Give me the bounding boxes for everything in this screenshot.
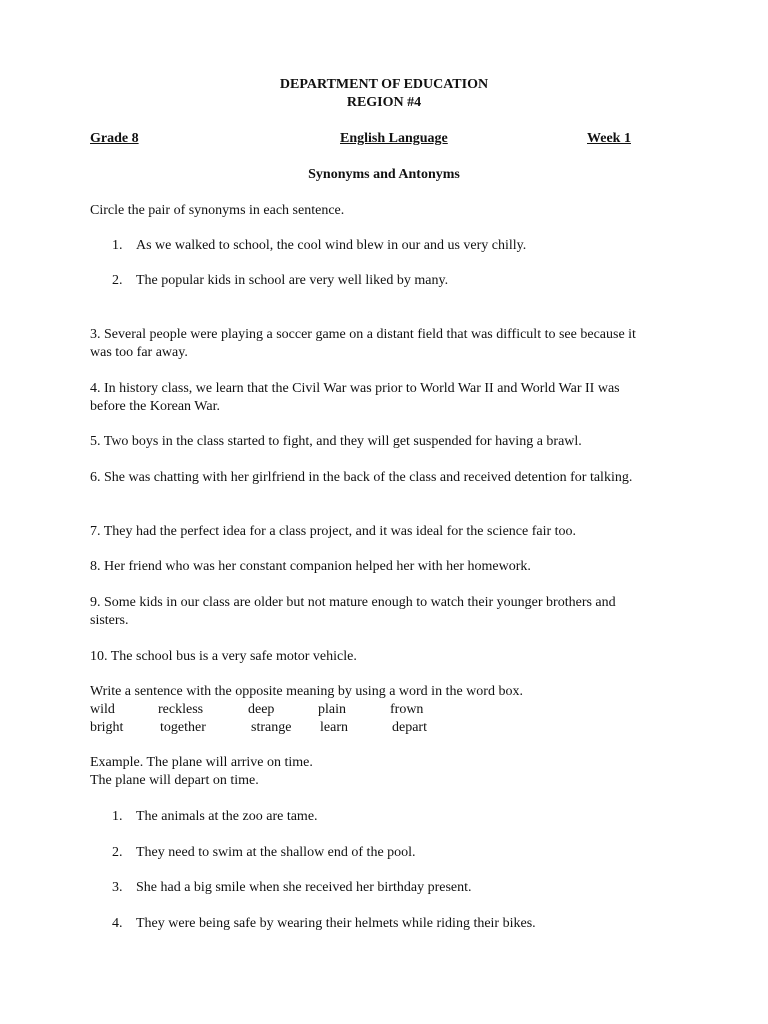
- example-answer: The plane will depart on time.: [90, 773, 259, 788]
- subject-label: English Language: [340, 131, 448, 146]
- antonym-item: [112, 879, 472, 897]
- item-number: 4.: [112, 916, 123, 931]
- synonym-paragraph: 3. Several people were playing a soccer game on a distant field that was difficult to see because it was too far away.: [90, 327, 636, 360]
- synonym-paragraph: 6. She was chatting with her girlfriend in the back of the class and received detention for talking.: [90, 470, 633, 485]
- department-heading: DEPARTMENT OF EDUCATION: [279, 77, 489, 92]
- word-box-word: reckless: [158, 702, 204, 717]
- item-number: 1.: [112, 238, 123, 253]
- word-box-word: strange: [251, 720, 292, 735]
- item-number: 2.: [112, 845, 123, 860]
- grade-label: Grade 8: [90, 131, 139, 146]
- item-number: 3.: [112, 880, 123, 895]
- item-text: They need to swim at the shallow end of the pool.: [136, 845, 416, 860]
- example-line: Example. The plane will arrive on time.: [90, 755, 313, 770]
- item-number: 1.: [112, 809, 123, 824]
- antonym-item: [112, 915, 536, 933]
- synonym-paragraph: 10. The school bus is a very safe motor vehicle.: [90, 649, 357, 664]
- synonym-paragraph: 9. Some kids in our class are older but not mature enough to watch their younger brothers and sisters.: [90, 595, 616, 628]
- item-text: They were being safe by wearing their helmets while riding their bikes.: [136, 916, 536, 931]
- word-box-word: wild: [90, 702, 115, 717]
- antonyms-instruction: Write a sentence with the opposite meaning by using a word in the word box.: [90, 684, 523, 699]
- synonym-paragraph: 5. Two boys in the class started to fight, and they will get suspended for having a brawl.: [90, 434, 582, 449]
- synonym-paragraph: 8. Her friend who was her constant companion helped her with her homework.: [90, 559, 531, 574]
- word-box-word: bright: [90, 720, 124, 735]
- antonym-item: [112, 844, 416, 862]
- word-box-word: together: [160, 720, 206, 735]
- week-label: Week 1: [587, 131, 631, 146]
- item-text: The animals at the zoo are tame.: [136, 809, 318, 824]
- item-number: 2.: [112, 273, 123, 288]
- synonym-item: [112, 237, 526, 255]
- word-box-word: frown: [390, 702, 424, 717]
- synonym-item: [112, 272, 448, 290]
- word-box-word: learn: [320, 720, 348, 735]
- word-box-word: depart: [392, 720, 427, 735]
- antonym-item: [112, 808, 318, 826]
- item-text: The popular kids in school are very well liked by many.: [136, 273, 449, 288]
- page-title: Synonyms and Antonyms: [308, 167, 460, 182]
- item-text: As we walked to school, the cool wind blew in our and us very chilly.: [136, 238, 527, 253]
- word-box-word: plain: [318, 702, 346, 717]
- synonyms-instruction: Circle the pair of synonyms in each sentence.: [90, 203, 345, 218]
- synonym-paragraph: 4. In history class, we learn that the Civil War was prior to World War II and World War II was before the Korean War.: [90, 381, 620, 414]
- synonym-paragraph: 7. They had the perfect idea for a class project, and it was ideal for the science fair too.: [90, 524, 577, 539]
- item-text: She had a big smile when she received her birthday present.: [136, 880, 472, 895]
- word-box-word: deep: [248, 702, 275, 717]
- region-heading: REGION #4: [346, 95, 422, 110]
